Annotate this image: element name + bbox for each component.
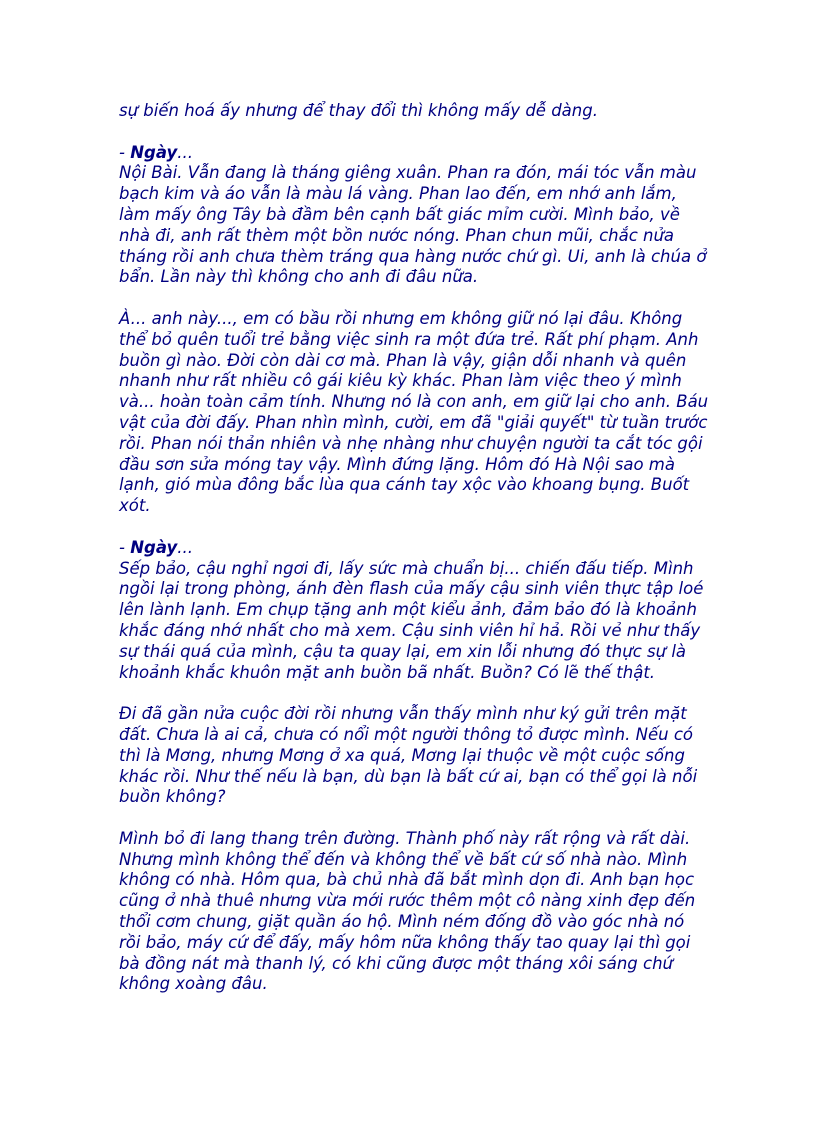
paragraph-pregnancy: À... anh này..., em có bầu rồi nhưng em không giữ nó lại đâu. Không thể bỏ quên tuổi trẻ bằng việc sinh ra một đứa trẻ. Rất phí phạm. Anh buồn gì nào. Đời còn dài cơ mà. Phan là vậy, giận dỗi nhanh và quên nhanh như rất nhiều cô gái kiêu kỳ khác. Phan làm việc theo ý mình và... hoàn toàn cảm tính. Nhưng nó là con anh, em giữ lại cho anh. Báu vật của đời đấy. Phan nhìn mình, cười, em đã "giải quyết" từ tuần trước rồi. Phan nói thản nhiên và nhẹ nhàng như chuyện người ta cắt tóc gội đầu sơn sửa móng tay vậy. Mình đứng lặng. Hôm đó Hà Nội sao mà lạnh, gió mùa đông bắc lùa qua cánh tay xộc vào khoang bụng. Buốt xót. — [119, 308, 709, 516]
entry-heading-2 — [119, 538, 709, 559]
paragraph-wandering: Mình bỏ đi lang thang trên đường. Thành phố này rất rộng và rất dài. Nhưng mình không thể đến và không thể về bất cứ số nhà nào. Mình không có nhà. Hôm qua, bà chủ nhà đã bắt mình dọn đi. Anh bạn học cũng ở nhà thuê nhưng vừa mới rước thêm một cô nàng xinh đẹp đến thổi cơm chung, giặt quần áo hộ. Mình ném đống đồ vào góc nhà nó rồi bảo, máy cứ để đấy, mấy hôm nữa không thấy tao quay lại thì gọi bà đồng nát mà thanh lý, có khi cũng được một tháng xôi sáng chứ không xoàng đâu. — [119, 828, 696, 994]
entry-dash: - — [119, 537, 131, 557]
entry-dash: - — [119, 142, 131, 162]
entry-heading-1 — [119, 143, 709, 164]
document-page — [119, 101, 709, 1016]
entry-ellipsis: ... — [177, 142, 193, 162]
entry-body-2: Sếp bảo, cậu nghỉ ngơi đi, lấy sức mà chuẩn bị... chiến đấu tiếp. Mình ngồi lại trong phòng, ánh đèn flash của mấy cậu sinh viên thực tập loé lên lành lạnh. Em chụp tặng anh một kiểu ảnh, đảm bảo đó là khoảnh khắc đáng nhớ nhất cho mà xem. Cậu sinh viên hỉ hả. Rồi vẻ như thấy sự thái quá của mình, cậu ta quay lại, em xin lỗi nhưng đó thực sự là khoảnh khắc khuôn mặt anh buồn bã nhất. Buồn? Có lẽ thế thật. — [119, 558, 704, 682]
entry-day-word: Ngày — [130, 537, 178, 557]
paragraph-half-life: Đi đã gần nửa cuộc đời rồi nhưng vẫn thấy mình như ký gửi trên mặt đất. Chưa là ai cả, chưa có nổi một người thông tỏ được mình. Nếu có thì là Mơng, nhưng Mơng ở xa quá, Mơng lại thuộc về một cuộc sống khác rồi. Như thế nếu là bạn, dù bạn là bất cứ ai, bạn có thể gọi là nỗi buồn không? — [119, 704, 698, 807]
entry-body-1: Nội Bài. Vẫn đang là tháng giêng xuân. Phan ra đón, mái tóc vẫn màu bạch kim và áo vẫn là màu lá vàng. Phan lao đến, em nhớ anh lắm, làm mấy ông Tây bà đầm bên cạnh bất giác mỉm cười. Mình bảo, về nhà đi, anh rất thèm một bồn nước nóng. Phan chun mũi, chắc nửa tháng rồi anh chưa thèm tráng qua hàng nước chứ gì. Ui, anh là chúa ở bẩn. Lần này thì không cho anh đi đâu nữa. — [119, 163, 707, 287]
paragraph-intro: sự biến hoá ấy nhưng để thay đổi thì không mấy dễ dàng. — [119, 101, 598, 120]
entry-ellipsis: ... — [177, 537, 193, 557]
entry-day-word: Ngày — [130, 142, 178, 162]
